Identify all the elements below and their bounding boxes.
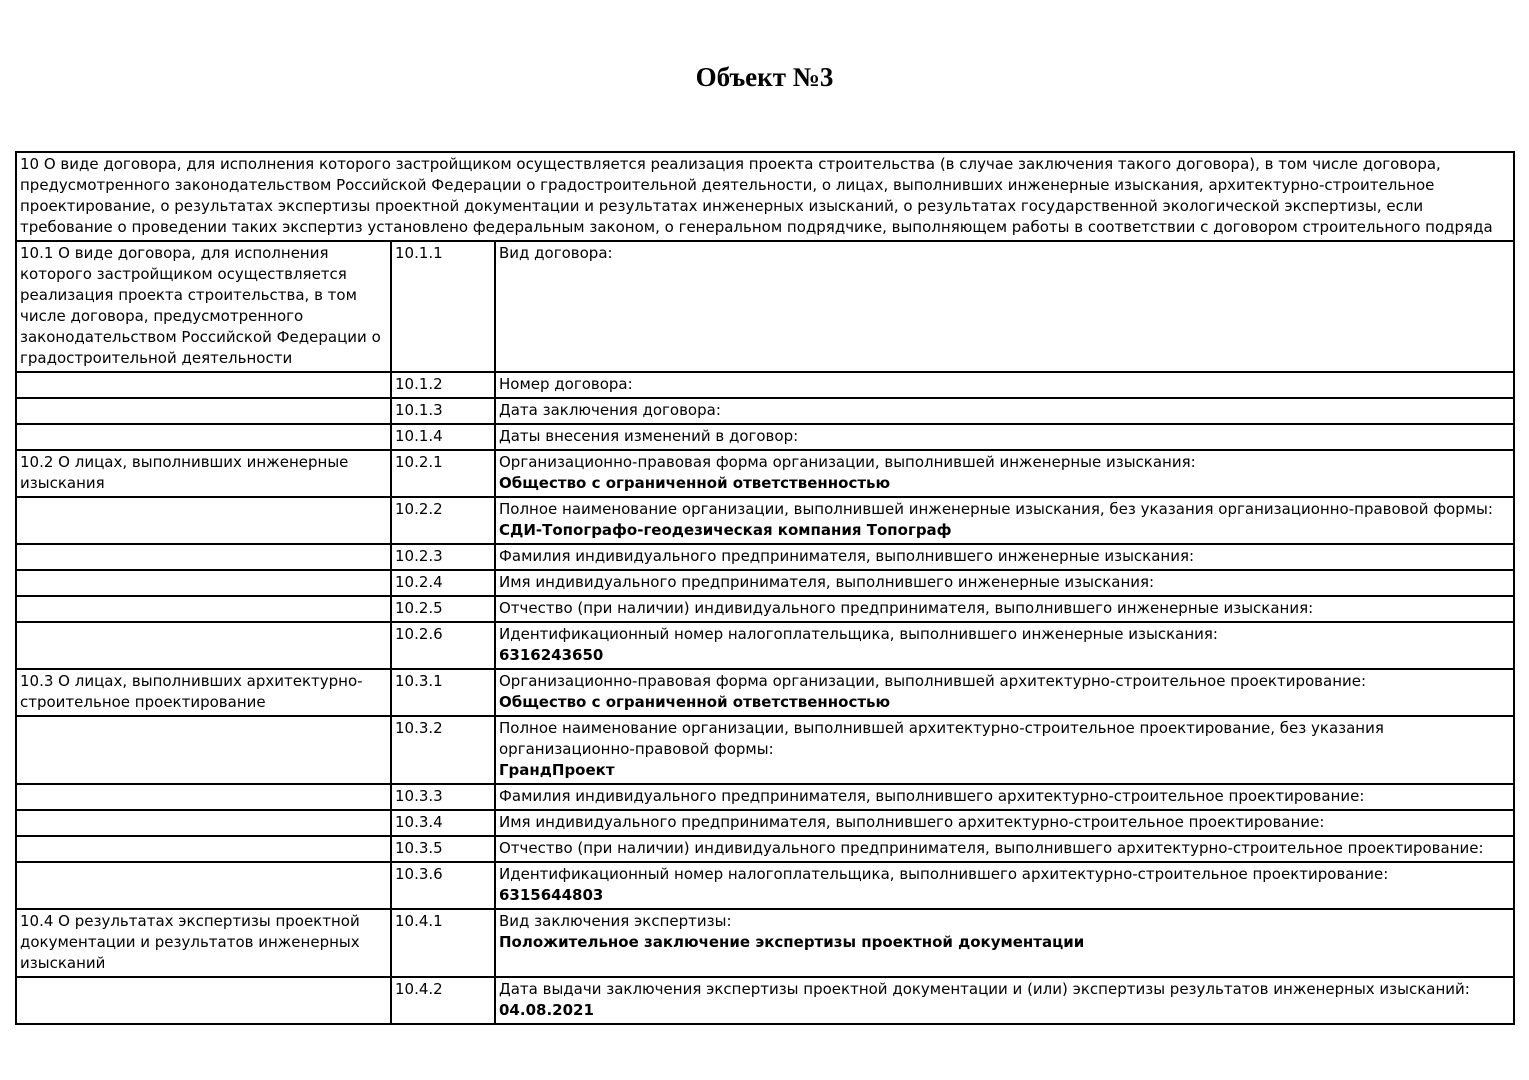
item-number-cell: 10.2.6 — [391, 622, 495, 669]
item-number-cell: 10.4.2 — [391, 977, 495, 1024]
table-row — [16, 372, 1514, 398]
item-value: Общество с ограниченной ответственностью — [499, 474, 891, 492]
section-cell — [16, 716, 391, 784]
item-number-cell: 10.3.3 — [391, 784, 495, 810]
item-label: Имя индивидуального предпринимателя, выполнившего архитектурно-строительное проектирование: — [499, 813, 1325, 831]
item-label: Организационно-правовая форма организации, выполнившей инженерные изыскания: — [499, 453, 1196, 471]
item-value: 6315644803 — [499, 886, 604, 904]
item-content-cell — [495, 784, 1514, 810]
item-content-cell — [495, 424, 1514, 450]
item-label: Фамилия индивидуального предпринимателя, выполнившего архитектурно-строительное проектирование: — [499, 787, 1365, 805]
item-content-cell — [495, 836, 1514, 862]
table-row — [16, 241, 1514, 372]
section-cell: 10.3 О лицах, выполнивших архитектурно-строительное проектирование — [16, 669, 391, 716]
item-content-cell — [495, 241, 1514, 372]
item-label: Организационно-правовая форма организации, выполнившей архитектурно-строительное проектирование: — [499, 672, 1367, 690]
item-content-cell — [495, 450, 1514, 497]
item-number-cell: 10.2.4 — [391, 570, 495, 596]
item-content-cell — [495, 596, 1514, 622]
item-label: Вид заключения экспертизы: — [499, 912, 732, 930]
declaration-table — [15, 151, 1515, 1025]
item-content-cell — [495, 810, 1514, 836]
item-label: Полное наименование организации, выполнившей архитектурно-строительное проектирование, без указания организационно-правовой формы: — [499, 719, 1384, 758]
table-row — [16, 784, 1514, 810]
item-number-cell: 10.1.2 — [391, 372, 495, 398]
section-cell: 10.1 О виде договора, для исполнения которого застройщиком осуществляется реализация проекта строительства, в том числе договора, предусмотренного законодательством Российской Федерации о градостроительной деятельности — [16, 241, 391, 372]
item-label: Отчество (при наличии) индивидуального предпринимателя, выполнившего инженерные изыскания: — [499, 599, 1314, 617]
table-row — [16, 622, 1514, 669]
item-value: Общество с ограниченной ответственностью — [499, 693, 891, 711]
section-cell — [16, 836, 391, 862]
item-content-cell — [495, 398, 1514, 424]
section-cell: 10.4 О результатах экспертизы проектной документации и результатов инженерных изысканий — [16, 909, 391, 977]
item-content-cell — [495, 669, 1514, 716]
table-row — [16, 398, 1514, 424]
item-value: СДИ-Топографо-геодезическая компания Топограф — [499, 521, 952, 539]
section-cell — [16, 570, 391, 596]
page-title: Объект №3 — [695, 62, 834, 92]
item-label: Номер договора: — [499, 375, 633, 393]
item-number-cell: 10.3.2 — [391, 716, 495, 784]
table-row — [16, 716, 1514, 784]
item-label: Отчество (при наличии) индивидуального предпринимателя, выполнившего архитектурно-строительное проектирование: — [499, 839, 1484, 857]
table-row — [16, 497, 1514, 544]
table-row — [16, 596, 1514, 622]
table-row — [16, 450, 1514, 497]
item-content-cell — [495, 909, 1514, 977]
item-number-cell: 10.3.1 — [391, 669, 495, 716]
item-content-cell — [495, 977, 1514, 1024]
item-label: Дата заключения договора: — [499, 401, 721, 419]
item-number-cell: 10.4.1 — [391, 909, 495, 977]
item-number-cell: 10.2.5 — [391, 596, 495, 622]
item-number-cell: 10.3.5 — [391, 836, 495, 862]
item-label: Идентификационный номер налогоплательщика, выполнившего инженерные изыскания: — [499, 625, 1218, 643]
section-cell — [16, 596, 391, 622]
item-content-cell — [495, 570, 1514, 596]
item-value: ГрандПроект — [499, 761, 615, 779]
item-label: Даты внесения изменений в договор: — [499, 427, 799, 445]
item-label: Фамилия индивидуального предпринимателя, выполнившего инженерные изыскания: — [499, 547, 1195, 565]
item-content-cell — [495, 372, 1514, 398]
section-cell — [16, 810, 391, 836]
table-row — [16, 862, 1514, 909]
table-row — [16, 570, 1514, 596]
item-value: Положительное заключение экспертизы проектной документации — [499, 933, 1085, 951]
section-cell — [16, 398, 391, 424]
item-number-cell: 10.3.4 — [391, 810, 495, 836]
table-row — [16, 544, 1514, 570]
section-cell — [16, 622, 391, 669]
item-value: 6316243650 — [499, 646, 604, 664]
item-label: Вид договора: — [499, 244, 613, 262]
item-label: Полное наименование организации, выполнившей инженерные изыскания, без указания организационно-правовой формы: — [499, 500, 1493, 518]
table-row — [16, 909, 1514, 977]
section-cell — [16, 497, 391, 544]
item-number-cell: 10.3.6 — [391, 862, 495, 909]
item-content-cell — [495, 862, 1514, 909]
item-number-cell: 10.1.1 — [391, 241, 495, 372]
item-number-cell: 10.2.2 — [391, 497, 495, 544]
table-row — [16, 810, 1514, 836]
section-cell — [16, 372, 391, 398]
item-number-cell: 10.1.3 — [391, 398, 495, 424]
section-cell — [16, 544, 391, 570]
table-row — [16, 424, 1514, 450]
table-row — [16, 669, 1514, 716]
item-number-cell: 10.2.1 — [391, 450, 495, 497]
section-cell — [16, 862, 391, 909]
item-label: Дата выдачи заключения экспертизы проектной документации и (или) экспертизы результатов инженерных изысканий: — [499, 980, 1470, 998]
table-row — [16, 836, 1514, 862]
item-label: Идентификационный номер налогоплательщика, выполнившего архитектурно-строительное проектирование: — [499, 865, 1389, 883]
section-cell: 10.2 О лицах, выполнивших инженерные изыскания — [16, 450, 391, 497]
item-content-cell — [495, 716, 1514, 784]
section-cell — [16, 977, 391, 1024]
item-number-cell: 10.1.4 — [391, 424, 495, 450]
table-row — [16, 152, 1514, 241]
section-cell — [16, 424, 391, 450]
item-content-cell — [495, 497, 1514, 544]
item-content-cell — [495, 544, 1514, 570]
section-10-header-cell: 10 О виде договора, для исполнения которого застройщиком осуществляется реализация проекта строительства (в случае заключения такого договора), в том числе договора, предусмотренного законодательством Российской Федерации о градостроительной деятельности, о лицах, выполнивших инженерные изыскания, архитектурно-строительное проектирование, о результатах экспертизы проектной документации и результатах инженерных изысканий, о результатах государственной экологической экспертизы, если требование о проведении таких экспертиз установлено федеральным законом, о генеральном подрядчике, выполняющем работы в соответствии с договором строительного подряда — [16, 152, 1514, 241]
section-cell — [16, 784, 391, 810]
item-label: Имя индивидуального предпринимателя, выполнившего инженерные изыскания: — [499, 573, 1155, 591]
item-content-cell — [495, 622, 1514, 669]
item-value: 04.08.2021 — [499, 1001, 594, 1019]
item-number-cell: 10.2.3 — [391, 544, 495, 570]
table-row — [16, 977, 1514, 1024]
